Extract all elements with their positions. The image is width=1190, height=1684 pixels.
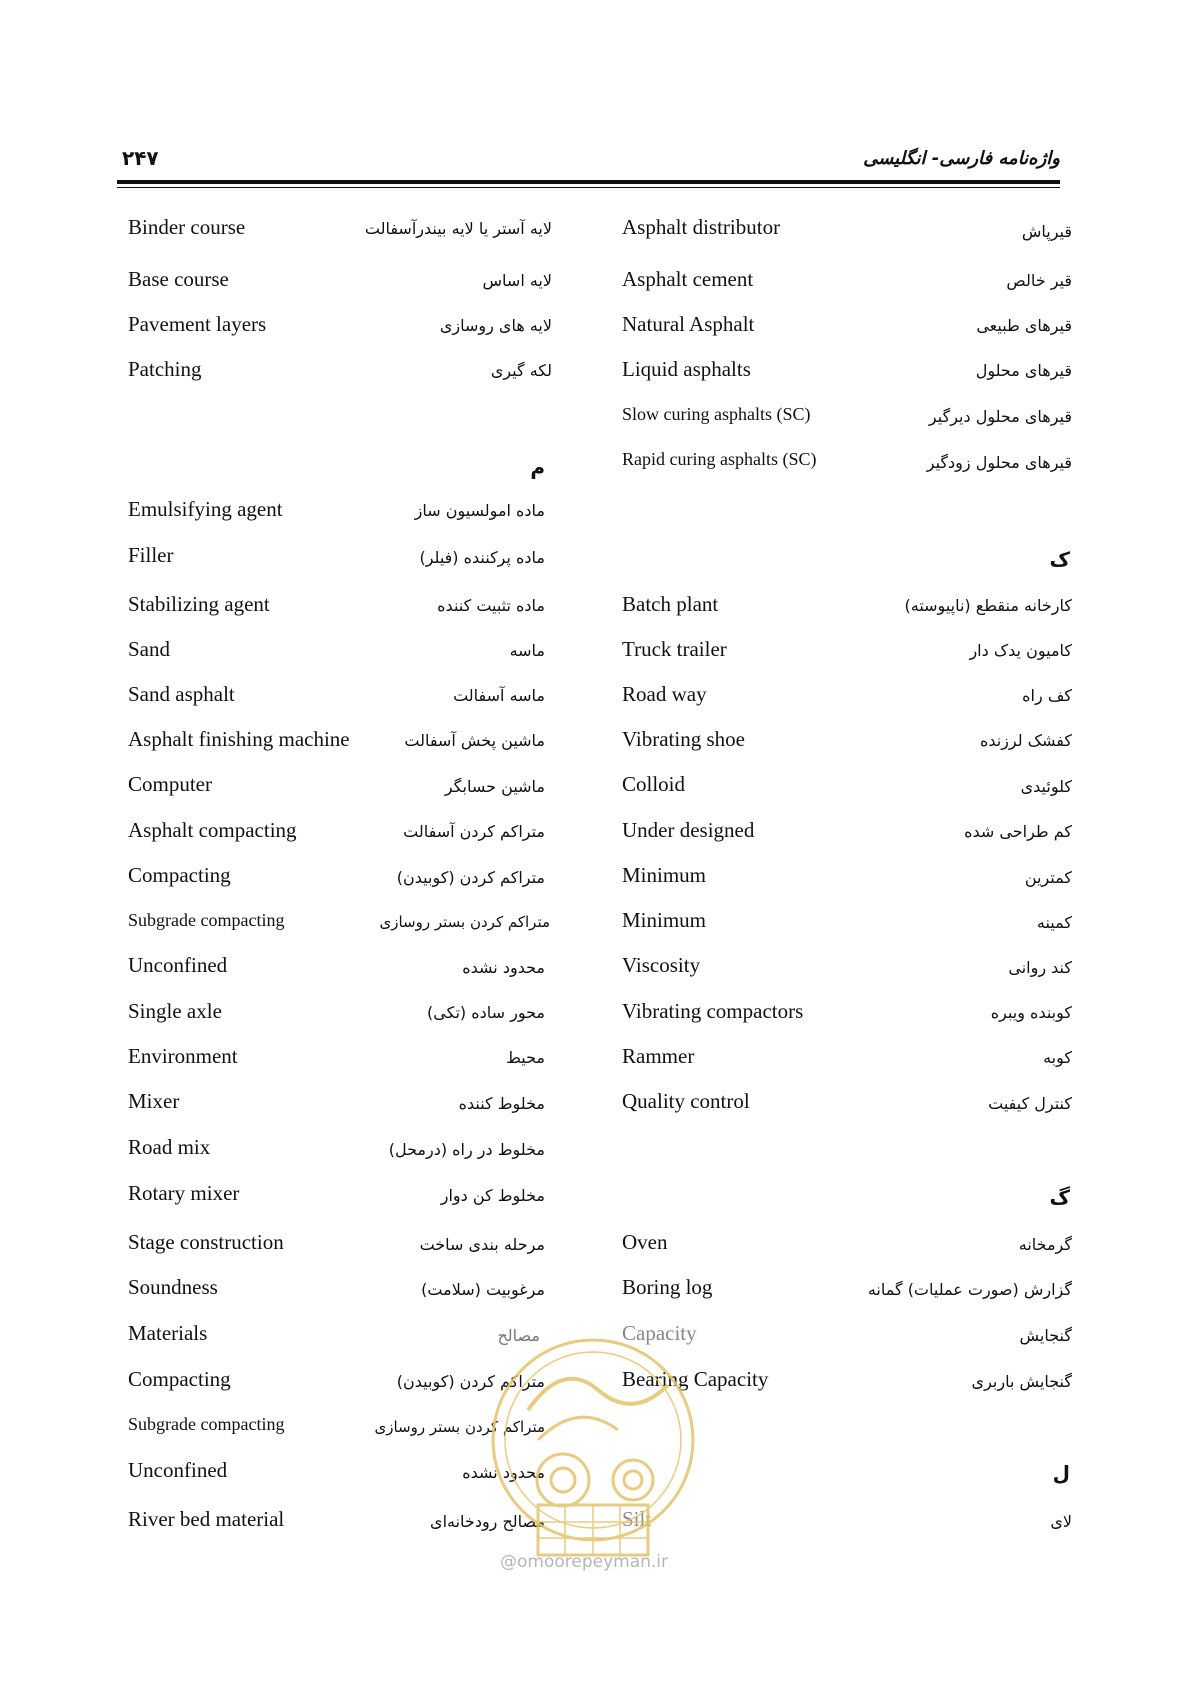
- entry-persian: متراکم کردن بستر روسازی: [374, 1418, 545, 1436]
- entry-english: River bed material: [128, 1507, 285, 1531]
- watermark-text: @omoorepeyman.ir: [500, 1552, 669, 1572]
- entry-english: Patching: [128, 357, 202, 381]
- entry-english: Subgrade compacting: [128, 1414, 285, 1434]
- entry-english: Soundness: [128, 1275, 218, 1299]
- entry-english: Base course: [128, 267, 229, 291]
- entry-english: Sand: [128, 637, 170, 661]
- entry-english: Quality control: [622, 1089, 750, 1113]
- entry-english: Single axle: [128, 999, 222, 1023]
- entry-persian: کارخانه منقطع (ناپیوسته): [904, 596, 1072, 615]
- entry-persian: ماسه آسفالت: [453, 686, 545, 705]
- entry-persian: کمینه: [1036, 913, 1072, 932]
- entry-persian: مخلوط کن دوار: [440, 1186, 545, 1205]
- entry-persian: کند روانی: [1008, 958, 1072, 977]
- entry-english: Subgrade compacting: [128, 910, 285, 930]
- entry-persian: قیرپاش: [1021, 222, 1072, 241]
- entry-english: Stage construction: [128, 1230, 284, 1254]
- entry-persian: کفشک لرزنده: [979, 731, 1072, 750]
- entry-persian: گزارش (صورت عملیات) گمانه: [867, 1280, 1072, 1299]
- entry-english: Asphalt finishing machine: [128, 727, 350, 751]
- entry-persian: لای: [1050, 1512, 1072, 1531]
- entry-persian: گرمخانه: [1018, 1235, 1072, 1254]
- entry-persian: مرغوبیت (سلامت): [421, 1280, 545, 1299]
- entry-persian: ماده امولسیون ساز: [414, 501, 545, 520]
- entry-persian: متراکم کردن آسفالت: [403, 822, 545, 841]
- entry-english: Slow curing asphalts (SC): [622, 404, 811, 424]
- running-title: واژه‌نامه فارسی- انگلیسی: [863, 148, 1060, 169]
- entry-persian: کم طراحی شده: [964, 822, 1072, 841]
- entry-persian: گنجایش: [1019, 1326, 1072, 1345]
- header-rule-thin: [117, 187, 1060, 188]
- entry-english: Minimum: [622, 908, 707, 932]
- entry-english: Oven: [622, 1230, 668, 1254]
- entry-english: Compacting: [128, 863, 231, 887]
- entry-persian: متراکم کردن بستر روسازی: [379, 913, 550, 931]
- entry-english: Asphalt distributor: [622, 215, 781, 239]
- entry-english: Rotary mixer: [128, 1181, 240, 1205]
- entry-english: Minimum: [622, 863, 707, 887]
- entry-english: Asphalt compacting: [128, 818, 297, 842]
- entry-english: Computer: [128, 772, 212, 796]
- entry-persian: کوبه: [1043, 1048, 1072, 1067]
- entry-persian: کمترین: [1024, 868, 1072, 887]
- entry-english: Natural Asphalt: [622, 312, 755, 336]
- entry-english: Rapid curing asphalts (SC): [622, 449, 817, 469]
- header-rule: [117, 180, 1060, 184]
- entry-persian: کلوئیدی: [1020, 777, 1072, 796]
- entry-english: Compacting: [128, 1367, 231, 1391]
- entry-persian: قیرهای طبیعی: [976, 316, 1072, 335]
- entry-english: Stabilizing agent: [128, 592, 270, 616]
- entry-persian: کوبنده ویبره: [990, 1003, 1072, 1022]
- entry-persian: متراکم کردن (کوبیدن): [396, 1372, 545, 1391]
- entry-english: Capacity: [622, 1321, 697, 1345]
- entry-english: Liquid asphalts: [622, 357, 751, 381]
- entry-persian: ماشین حسابگر: [444, 777, 545, 796]
- entry-persian: ماشین پخش آسفالت: [404, 731, 545, 750]
- entry-english: Viscosity: [622, 953, 701, 977]
- entry-english: Under designed: [622, 818, 755, 842]
- entry-english: Boring log: [622, 1275, 713, 1299]
- entry-persian: مصالح رودخانه‌ای: [430, 1512, 545, 1531]
- entry-persian: قیرهای محلول زودگیر: [926, 453, 1072, 472]
- section-letter-gaf: گ: [1049, 1185, 1070, 1209]
- entry-persian: مخلوط کننده: [458, 1094, 545, 1113]
- entry-english: Colloid: [622, 772, 686, 796]
- entry-persian: ماسه: [509, 641, 545, 660]
- entry-english: Vibrating compactors: [622, 999, 804, 1023]
- entry-persian: گنجایش باربری: [971, 1372, 1072, 1391]
- section-letter-mim: م: [530, 455, 545, 479]
- entry-persian: محور ساده (تکی): [427, 1003, 545, 1022]
- entry-english: Unconfined: [128, 953, 228, 977]
- entry-english: Environment: [128, 1044, 238, 1068]
- entry-english: Binder course: [128, 215, 246, 239]
- page-number: ۲۴۷: [122, 146, 159, 170]
- entry-persian: کف راه: [1022, 686, 1072, 705]
- entry-persian: مخلوط در راه (درمحل): [388, 1140, 545, 1159]
- section-letter-lam: ل: [1052, 1461, 1070, 1485]
- entry-english: Emulsifying agent: [128, 497, 283, 521]
- entry-persian: محدود نشده: [462, 1463, 545, 1482]
- entry-persian: کامیون یدک دار: [969, 641, 1072, 660]
- entry-persian: محدود نشده: [462, 958, 545, 977]
- entry-english: Rammer: [622, 1044, 695, 1068]
- entry-persian: متراکم کردن (کوبیدن): [396, 868, 545, 887]
- entry-persian: لایه آستر یا لایه بیندرآسفالت: [364, 219, 552, 238]
- entry-english: Sand asphalt: [128, 682, 235, 706]
- entry-persian: لایه های روسازی: [439, 316, 552, 335]
- entry-persian: محیط: [506, 1048, 545, 1067]
- entry-english: Asphalt cement: [622, 267, 754, 291]
- entry-english: Road mix: [128, 1135, 211, 1159]
- entry-persian: مرحله بندی ساخت: [419, 1235, 545, 1254]
- entry-english: Pavement layers: [128, 312, 267, 336]
- entry-persian: قیرهای محلول دیرگیر: [928, 407, 1072, 426]
- watermark-logo-icon: [468, 1290, 718, 1580]
- entry-english: Road way: [622, 682, 707, 706]
- entry-english: Bearing Capacity: [622, 1367, 769, 1391]
- entry-persian: ماده پرکننده (فیلر): [419, 548, 545, 567]
- entry-persian: قیر خالص: [1006, 271, 1072, 290]
- entry-english: Truck trailer: [622, 637, 727, 661]
- entry-persian: ماده تثبیت کننده: [437, 596, 545, 615]
- entry-english: Vibrating shoe: [622, 727, 745, 751]
- entry-english: Silt: [622, 1507, 652, 1531]
- entry-english: Batch plant: [622, 592, 719, 616]
- entry-persian: کنترل کیفیت: [988, 1094, 1072, 1113]
- entry-persian: مصالح: [497, 1326, 540, 1345]
- entry-english: Materials: [128, 1321, 208, 1345]
- entry-english: Unconfined: [128, 1458, 228, 1482]
- entry-persian: لایه اساس: [482, 271, 552, 290]
- entry-persian: لکه گیری: [490, 361, 552, 380]
- entry-english: Mixer: [128, 1089, 180, 1113]
- entry-persian: قیرهای محلول: [975, 361, 1072, 380]
- entry-english: Filler: [128, 543, 174, 567]
- section-letter-kaf: ک: [1049, 547, 1070, 571]
